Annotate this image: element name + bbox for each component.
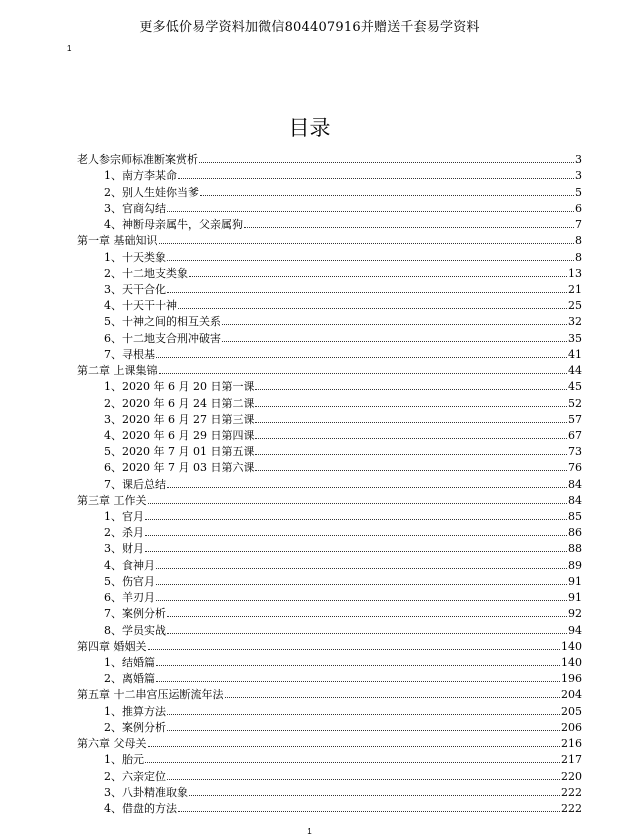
toc-dot-leader — [225, 687, 561, 698]
toc-dot-leader — [244, 217, 574, 228]
toc-section-entry[interactable] — [77, 701, 582, 717]
toc-dot-leader — [167, 250, 574, 261]
toc-entry-label: 1、结婚篇 — [104, 656, 155, 669]
toc-dot-leader — [167, 282, 567, 293]
toc-dot-leader — [145, 509, 567, 520]
toc-dot-leader — [255, 428, 567, 439]
toc-section-entry[interactable] — [77, 393, 582, 409]
toc-chapter-entry[interactable] — [77, 734, 582, 750]
toc-entry-page: 140 — [561, 639, 582, 653]
toc-entry-page: 35 — [568, 331, 582, 345]
toc-chapter-entry[interactable] — [77, 685, 582, 701]
toc-entry-label: 4、十天干十神 — [104, 299, 177, 313]
toc-section-entry[interactable] — [77, 442, 582, 458]
toc-entry-label: 6、羊刃月 — [104, 591, 155, 605]
toc-dot-leader — [148, 493, 568, 504]
toc-entry-label: 2、2020 年 6 月 24 日第二课 — [104, 396, 255, 410]
top-page-number: 1 — [67, 44, 72, 53]
toc-entry-page: 140 — [561, 656, 582, 669]
table-of-contents — [77, 150, 582, 815]
toc-entry-label: 4、食神月 — [104, 558, 155, 572]
toc-entry-label: 7、寻根基 — [104, 347, 155, 361]
toc-dot-leader — [255, 460, 567, 471]
toc-entry-page: 57 — [568, 412, 582, 426]
toc-dot-leader — [199, 152, 574, 163]
toc-dot-leader — [189, 266, 567, 277]
toc-section-entry[interactable] — [77, 588, 582, 604]
toc-entry-page: 222 — [561, 785, 582, 799]
toc-entry-label: 7、案例分析 — [104, 607, 166, 621]
toc-dot-leader — [156, 558, 567, 569]
toc-section-entry[interactable] — [77, 247, 582, 263]
toc-section-entry[interactable] — [77, 280, 582, 296]
toc-dot-leader — [145, 541, 567, 552]
toc-dot-leader — [156, 655, 560, 666]
toc-entry-page: 220 — [561, 769, 582, 783]
toc-entry-label: 2、杀月 — [104, 526, 144, 540]
toc-dot-leader — [148, 639, 561, 650]
toc-entry-label: 6、十二地支合刑冲破害 — [104, 331, 221, 345]
toc-section-entry[interactable] — [77, 312, 582, 328]
toc-entry-page: 86 — [568, 526, 582, 540]
toc-section-entry[interactable] — [77, 264, 582, 280]
toc-dot-leader — [255, 444, 567, 455]
toc-entry-label: 第三章 工作关 — [77, 493, 147, 507]
toc-section-entry[interactable] — [77, 507, 582, 523]
toc-section-entry[interactable] — [77, 620, 582, 636]
toc-dot-leader — [145, 752, 560, 763]
toc-section-entry[interactable] — [77, 426, 582, 442]
toc-entry-page: 73 — [568, 445, 582, 459]
toc-entry-page: 67 — [568, 428, 582, 442]
toc-section-entry[interactable] — [77, 523, 582, 539]
toc-entry-page: 41 — [568, 347, 582, 361]
toc-section-entry[interactable] — [77, 199, 582, 215]
toc-entry-label: 7、课后总结 — [104, 477, 166, 491]
toc-entry-page: 84 — [568, 493, 582, 507]
toc-section-entry[interactable] — [77, 166, 582, 182]
toc-entry-page: 196 — [561, 672, 582, 686]
toc-entry-page: 8 — [575, 250, 582, 264]
toc-entry-label: 5、2020 年 7 月 01 日第五课 — [104, 445, 255, 459]
toc-section-entry[interactable] — [77, 296, 582, 312]
toc-section-entry[interactable] — [77, 783, 582, 799]
toc-dot-leader — [145, 525, 567, 536]
toc-entry-label: 8、学员实战 — [104, 623, 166, 637]
toc-entry-label: 3、财月 — [104, 542, 144, 556]
toc-dot-leader — [189, 785, 560, 796]
toc-entry-page: 222 — [561, 801, 582, 815]
toc-entry-page: 92 — [568, 607, 582, 621]
toc-entry-label: 2、离婚篇 — [104, 672, 155, 686]
toc-entry-label: 2、案例分析 — [104, 720, 166, 734]
toc-entry-label: 第四章 婚姻关 — [77, 639, 147, 653]
toc-section-entry[interactable] — [77, 766, 582, 782]
toc-dot-leader — [148, 736, 561, 747]
toc-entry-page: 206 — [561, 720, 582, 734]
toc-section-entry[interactable] — [77, 328, 582, 344]
toc-entry-label: 2、十二地支类象 — [104, 266, 188, 280]
toc-entry-page: 91 — [568, 574, 582, 588]
toc-entry-label: 3、官商勾结 — [104, 201, 166, 215]
toc-entry-page: 21 — [568, 282, 582, 296]
toc-entry-label: 1、胎元 — [104, 753, 144, 767]
toc-entry-page: 85 — [568, 510, 582, 524]
toc-chapter-entry[interactable] — [77, 231, 582, 247]
toc-entry-label: 老人参宗师标准断案赏析 — [77, 153, 198, 167]
toc-dot-leader — [159, 363, 568, 374]
toc-entry-label: 3、八卦精准取象 — [104, 785, 188, 799]
toc-section-entry[interactable] — [77, 458, 582, 474]
toc-section-entry[interactable] — [77, 750, 582, 766]
toc-section-entry[interactable] — [77, 377, 582, 393]
toc-entry-page: 3 — [575, 153, 582, 167]
toc-dot-leader — [200, 185, 574, 196]
toc-section-entry[interactable] — [77, 345, 582, 361]
toc-chapter-entry[interactable] — [77, 491, 582, 507]
toc-section-entry[interactable] — [77, 555, 582, 571]
toc-chapter-entry[interactable] — [77, 637, 582, 653]
toc-section-entry[interactable] — [77, 653, 582, 669]
toc-dot-leader — [178, 168, 574, 179]
toc-entry-page: 45 — [568, 380, 582, 394]
toc-entry-label: 1、2020 年 6 月 20 日第一课 — [104, 380, 255, 394]
toc-entry-page: 52 — [568, 396, 582, 410]
toc-entry-page: 216 — [561, 737, 582, 751]
toc-entry-page: 6 — [575, 201, 582, 215]
toc-entry-page: 76 — [568, 461, 582, 475]
toc-entry-page: 5 — [575, 185, 582, 199]
toc-section-entry[interactable] — [77, 215, 582, 231]
toc-chapter-entry[interactable] — [77, 150, 582, 166]
toc-entry-page: 13 — [568, 266, 582, 280]
toc-entry-label: 第五章 十二串宫压运断流年法 — [77, 688, 224, 702]
toc-entry-page: 89 — [568, 558, 582, 572]
toc-dot-leader — [159, 233, 575, 244]
toc-section-entry[interactable] — [77, 669, 582, 685]
toc-entry-label: 1、南方李某命 — [104, 169, 177, 183]
toc-entry-label: 4、神断母亲属牛，父亲属狗 — [104, 218, 243, 232]
toc-section-entry[interactable] — [77, 799, 582, 815]
toc-entry-label: 6、2020 年 7 月 03 日第六课 — [104, 461, 255, 475]
toc-entry-page: 91 — [568, 591, 582, 605]
toc-entry-label: 2、六亲定位 — [104, 769, 166, 783]
toc-dot-leader — [167, 623, 567, 634]
toc-entry-page: 7 — [575, 218, 582, 232]
toc-section-entry[interactable] — [77, 182, 582, 198]
toc-entry-page: 88 — [568, 542, 582, 556]
toc-title: 目录 — [288, 116, 331, 140]
toc-dot-leader — [167, 704, 560, 715]
toc-entry-label: 5、十神之间的相互关系 — [104, 315, 221, 329]
toc-dot-leader — [167, 769, 560, 780]
toc-dot-leader — [167, 477, 567, 488]
toc-entry-page: 217 — [561, 753, 582, 767]
toc-entry-label: 1、官月 — [104, 510, 144, 524]
toc-section-entry[interactable] — [77, 572, 582, 588]
footer-page-number: 1 — [307, 827, 312, 836]
toc-dot-leader — [178, 298, 567, 309]
toc-dot-leader — [255, 412, 567, 423]
toc-entry-page: 44 — [568, 364, 582, 378]
toc-dot-leader — [222, 314, 567, 325]
toc-entry-label: 2、别人生娃你当爹 — [104, 185, 199, 199]
toc-entry-page: 8 — [575, 234, 582, 248]
toc-entry-label: 5、伤官月 — [104, 574, 155, 588]
toc-dot-leader — [156, 347, 567, 358]
toc-dot-leader — [255, 379, 567, 390]
toc-entry-label: 1、十天类象 — [104, 250, 166, 264]
toc-section-entry[interactable] — [77, 718, 582, 734]
toc-entry-page: 32 — [568, 315, 582, 329]
toc-dot-leader — [156, 574, 567, 585]
page-header: 更多低价易学资料加微信804407916并赠送千套易学资料 — [139, 20, 480, 35]
toc-dot-leader — [156, 671, 560, 682]
toc-entry-label: 4、借盘的方法 — [104, 801, 177, 815]
toc-dot-leader — [178, 801, 560, 812]
toc-entry-label: 1、推算方法 — [104, 704, 166, 718]
toc-dot-leader — [167, 201, 574, 212]
toc-entry-page: 94 — [568, 623, 582, 637]
toc-entry-page: 25 — [568, 299, 582, 313]
toc-entry-label: 第六章 父母关 — [77, 737, 147, 751]
toc-entry-label: 3、天干合化 — [104, 282, 166, 296]
toc-dot-leader — [167, 606, 567, 617]
toc-entry-page: 3 — [575, 169, 582, 183]
toc-entry-label: 4、2020 年 6 月 29 日第四课 — [104, 428, 255, 442]
toc-entry-page: 84 — [568, 477, 582, 491]
toc-entry-label: 第二章 上课集锦 — [77, 364, 158, 378]
toc-dot-leader — [222, 331, 567, 342]
toc-chapter-entry[interactable] — [77, 361, 582, 377]
toc-section-entry[interactable] — [77, 604, 582, 620]
toc-section-entry[interactable] — [77, 410, 582, 426]
toc-entry-label: 3、2020 年 6 月 27 日第三课 — [104, 412, 255, 426]
toc-dot-leader — [167, 720, 560, 731]
toc-entry-label: 第一章 基础知识 — [77, 234, 158, 248]
toc-entry-page: 205 — [561, 704, 582, 718]
toc-dot-leader — [255, 396, 567, 407]
toc-entry-page: 204 — [561, 688, 582, 702]
toc-dot-leader — [156, 590, 567, 601]
toc-section-entry[interactable] — [77, 474, 582, 490]
toc-section-entry[interactable] — [77, 539, 582, 555]
